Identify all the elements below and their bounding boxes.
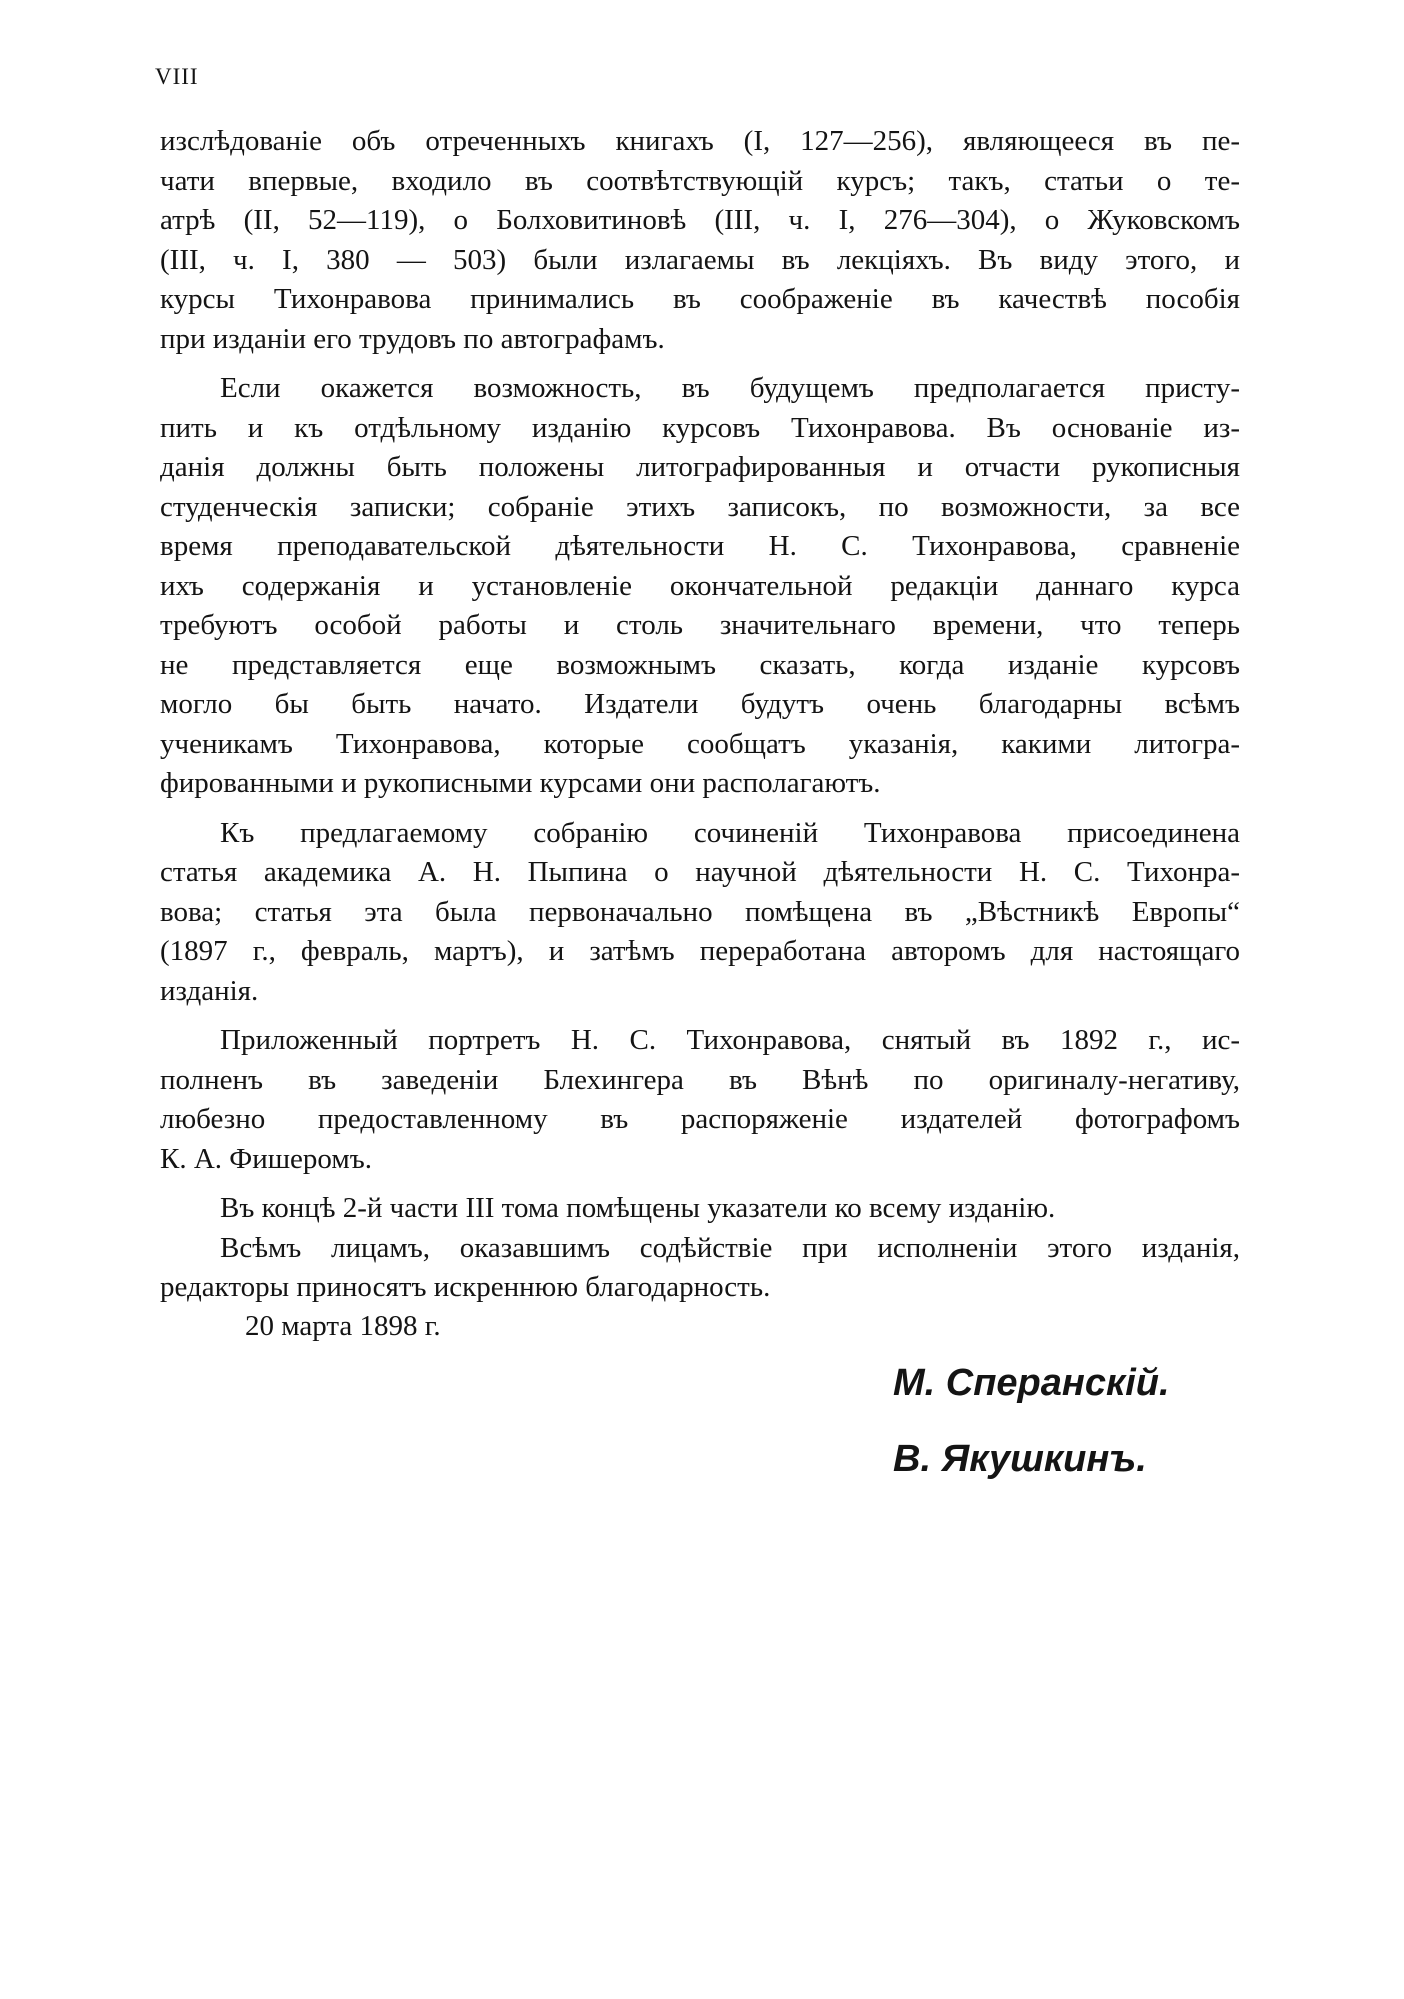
text-line: (III, ч. I, 380 — 503) были излагаемы въ лекціяхъ. Въ виду этого, и <box>160 243 1240 276</box>
text-line: полненъ въ заведеніи Блехингера въ Вѣнѣ по оригиналу-негативу, <box>160 1063 1240 1096</box>
text-line: Къ предлагаемому собранію сочиненій Тихонравова присоединена <box>220 816 1240 849</box>
text-line: Всѣмъ лицамъ, оказавшимъ содѣйствіе при исполненіи этого изданія, <box>220 1231 1240 1264</box>
text-line: любезно предоставленному въ распоряженіе издателей фотографомъ <box>160 1103 1240 1135</box>
text-line: редакторы приносятъ искреннюю благодарность. <box>160 1271 771 1303</box>
text-line: при изданіи его трудовъ по автографамъ. <box>160 322 665 355</box>
text-line: ихъ содержанія и установленіе окончательной редакціи даннаго курса <box>160 569 1240 602</box>
text-line: изданія. <box>160 974 259 1007</box>
page-number: VIII <box>155 64 199 89</box>
text-line: Если окажется возможность, въ будущемъ предполагается присту- <box>220 372 1240 404</box>
text-line: курсы Тихонравова принимались въ соображеніе въ качествѣ пособія <box>160 283 1240 315</box>
text-line: Въ концѣ 2-й части III тома помѣщены указатели ко всему изданію. <box>220 1192 1056 1224</box>
paragraph-6 <box>160 1229 1240 1308</box>
signatures-block <box>893 1345 1170 1497</box>
paragraph-3 <box>160 814 1240 1012</box>
text-line: пить и къ отдѣльному изданію курсовъ Тихонравова. Въ основаніе из- <box>160 411 1240 444</box>
text-line: могло бы быть начато. Издатели будутъ очень благодарны всѣмъ <box>160 688 1240 720</box>
paragraph-5 <box>160 1189 1240 1229</box>
text-line: требуютъ особой работы и столь значительнаго времени, что теперь <box>160 609 1240 641</box>
paragraph-1 <box>160 122 1240 359</box>
paragraph-4 <box>160 1021 1240 1179</box>
text-line: данія должны быть положены литографированныя и отчасти рукописныя <box>160 451 1240 483</box>
text-line: атрѣ (II, 52—119), о Болховитиновѣ (III, ч. I, 276—304), о Жуковскомъ <box>160 204 1240 236</box>
text-line: не представляется еще возможнымъ сказать, когда изданіе курсовъ <box>160 648 1240 681</box>
text-line: вова; статья эта была первоначально помѣщена въ „Вѣстникѣ Европы“ <box>160 895 1240 928</box>
text-line: К. А. Фишеромъ. <box>160 1142 372 1175</box>
signature-speransky: М. Сперанскій. <box>893 1362 1170 1404</box>
paragraph-2 <box>160 369 1240 804</box>
date-line: 20 марта 1898 г. <box>245 1310 441 1342</box>
signature-yakushkin: В. Якушкинъ. <box>893 1438 1147 1480</box>
body-text <box>160 122 1240 1308</box>
text-line: статья академика А. Н. Пыпина о научной дѣятельности Н. С. Тихонра- <box>160 856 1240 888</box>
text-line: студенческія записки; собраніе этихъ записокъ, по возможности, за все <box>160 490 1240 523</box>
text-line: время преподавательской дѣятельности Н. С. Тихонравова, сравненіе <box>160 530 1240 562</box>
text-line: фированными и рукописными курсами они располагаютъ. <box>160 767 881 799</box>
text-line: изслѣдованіе объ отреченныхъ книгахъ (I, 127—256), являющееся въ пе- <box>160 125 1240 157</box>
text-line: чати впервые, входило въ соотвѣтствующій курсъ; такъ, статьи о те- <box>160 164 1240 197</box>
text-line: (1897 г., февраль, мартъ), и затѣмъ переработана авторомъ для настоящаго <box>160 935 1240 967</box>
text-line: ученикамъ Тихонравова, которые сообщатъ указанія, какими литогра- <box>160 727 1240 760</box>
text-line: Приложенный портретъ Н. С. Тихонравова, снятый въ 1892 г., ис- <box>220 1024 1240 1056</box>
